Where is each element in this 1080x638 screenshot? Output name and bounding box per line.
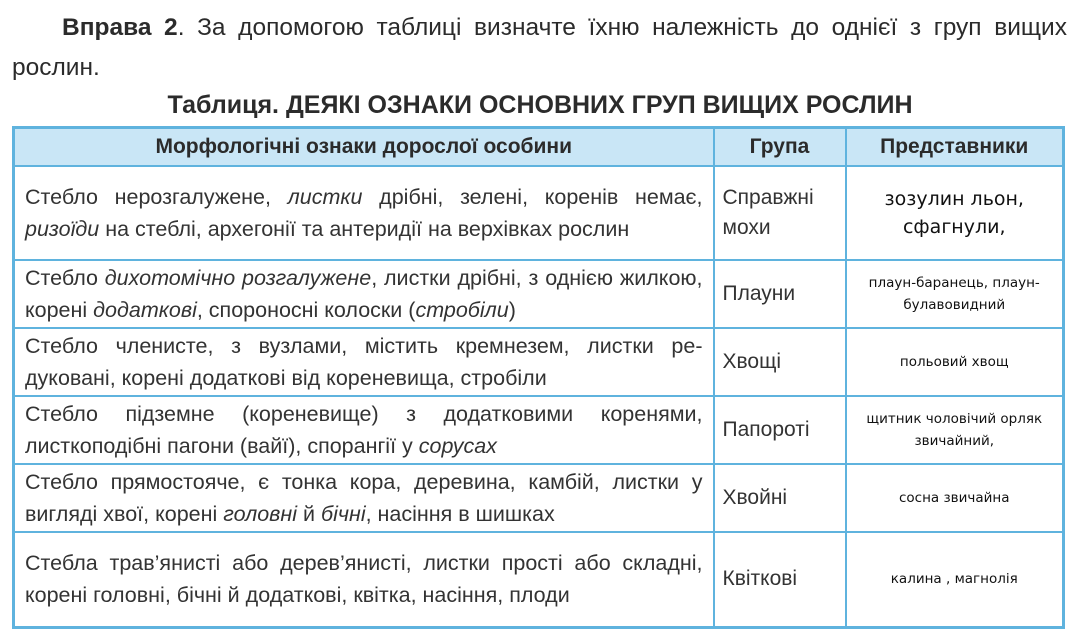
group-cell: Квіткові xyxy=(714,532,846,627)
representatives-cell: польовий хвощ xyxy=(846,328,1064,396)
table-row xyxy=(14,166,1064,260)
text-segment: на стеблі, архегонії та антеридії на верхівках рослин xyxy=(99,217,630,241)
text-segment: , спороносні колоски ( xyxy=(196,298,416,322)
plant-groups-table xyxy=(12,126,1065,629)
group-cell: Папороті xyxy=(714,396,846,464)
text-segment: , насіння в шишках xyxy=(365,502,555,526)
text-segment: ) xyxy=(508,298,516,322)
header-representatives: Представники xyxy=(846,128,1064,167)
representatives-cell: калина , магнолія xyxy=(846,532,1064,627)
text-segment: , листки дрібні, з однією жилкою, корені xyxy=(25,266,703,322)
text-segment: Стебла трав’янисті або дерев’янисті, листки прості або складні, корені головні, бічні й додаткові, квітка, насіння, плоди xyxy=(25,551,703,608)
group-cell: Справжні мохи xyxy=(714,166,846,260)
italic-term: ризоїди xyxy=(25,217,100,241)
table-row xyxy=(14,396,1064,464)
exercise-text: . За допомогою таблиці визначте їхню належність до однієї з груп вищих рослин. xyxy=(12,14,1067,81)
table-row xyxy=(14,260,1064,328)
features-cell xyxy=(14,464,714,532)
table-row xyxy=(14,328,1064,396)
features-cell xyxy=(14,166,714,260)
text-segment: Стебло підземне (кореневище) з додатковими коренями, листкоподібні пагони (вайї), спорангії у xyxy=(25,402,703,458)
text-segment: Стебло xyxy=(25,266,105,290)
italic-term: головні xyxy=(223,502,298,526)
features-cell xyxy=(14,396,714,464)
features-cell xyxy=(14,260,714,328)
header-features: Морфологічні ознаки дорослої особини xyxy=(14,128,714,167)
text-segment: дрібні, зелені, коренів немає, xyxy=(362,185,703,209)
text-segment: Стебло прямостояче, є тонка кора, деревина, камбій, листки у вигляді хвої, корені xyxy=(25,470,703,526)
text-segment: Стебло нерозгалужене, xyxy=(25,185,288,209)
features-cell xyxy=(14,532,714,627)
italic-term: додаткові xyxy=(93,298,197,322)
table-title: Таблиця. ДЕЯКІ ОЗНАКИ ОСНОВНИХ ГРУП ВИЩИХ РОСЛИН xyxy=(167,91,913,119)
group-cell: Плауни xyxy=(714,260,846,328)
italic-term: стробіли xyxy=(415,298,509,322)
italic-term: сорусах xyxy=(418,434,497,458)
representatives-cell: щитник чоловічий орляк звичайний, xyxy=(846,396,1064,464)
group-cell: Хвойні xyxy=(714,464,846,532)
table-row xyxy=(14,532,1064,627)
italic-term: листки xyxy=(287,185,363,209)
exercise-label: Вправа 2 xyxy=(62,14,178,41)
representatives-cell: плаун-баранець, плаун-булавовидний xyxy=(846,260,1064,328)
table-body xyxy=(14,166,1064,627)
text-segment: Стебло членисте, з вузлами, містить кремнезем, листки редуковані, корені додаткові від кореневища, стробіли xyxy=(25,334,703,390)
text-segment: й xyxy=(297,502,321,526)
italic-term: бічні xyxy=(320,502,366,526)
representatives-cell: зозулин льон, сфагнули, xyxy=(846,166,1064,260)
features-cell xyxy=(14,328,714,396)
representatives-cell: сосна звичайна xyxy=(846,464,1064,532)
table-header-row xyxy=(14,128,1064,167)
table-row xyxy=(14,464,1064,532)
header-group: Група xyxy=(714,128,846,167)
italic-term: дихотомічно розгалужене xyxy=(104,266,372,290)
exercise-statement xyxy=(12,8,1067,88)
group-cell: Хвощі xyxy=(714,328,846,396)
